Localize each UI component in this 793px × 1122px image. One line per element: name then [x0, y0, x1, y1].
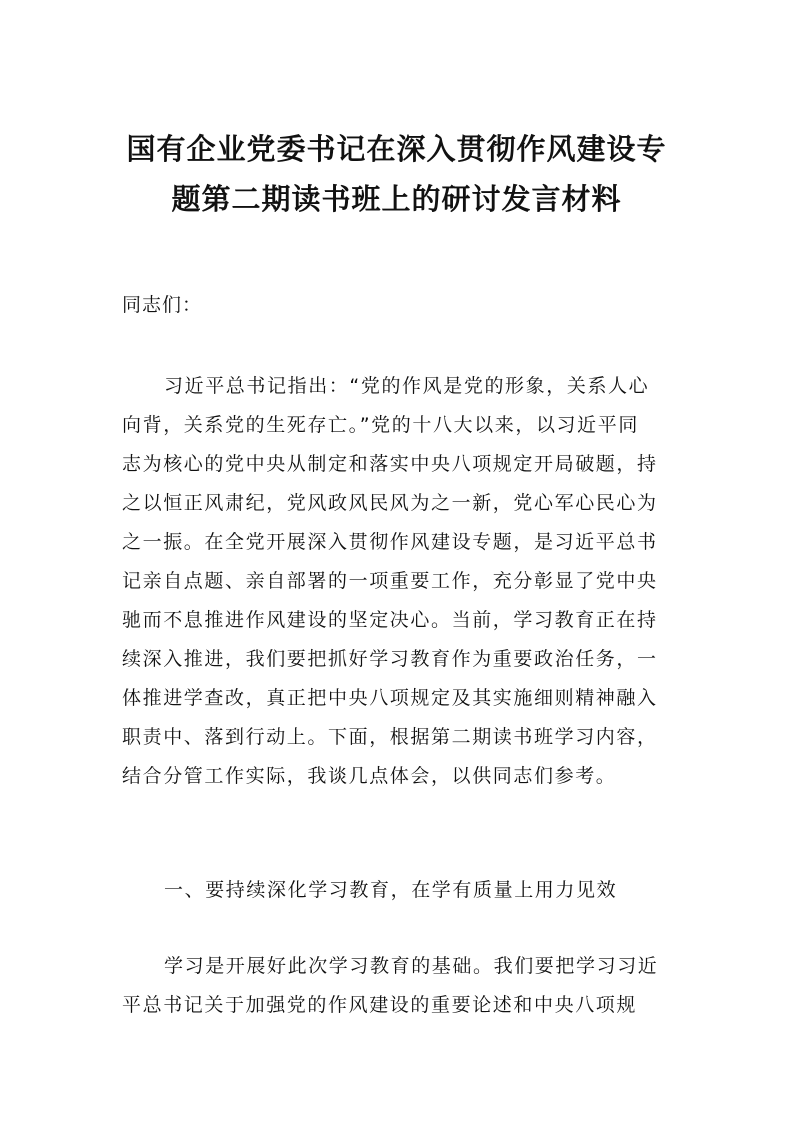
- paragraph-line: 之一振。在全党开展深入贯彻作风建设专题，是习近平总书: [122, 531, 658, 553]
- title-line: 国有企业党委书记在深入贯彻作风建设专: [126, 132, 667, 166]
- section-heading: [122, 871, 682, 910]
- title-line: 题第二期读书班上的研讨发言材料: [171, 182, 622, 216]
- paragraph-intro: [122, 367, 682, 796]
- paragraph-study: [122, 947, 682, 1025]
- paragraph-line: 记亲自点题、亲自部署的一项重要工作，充分彰显了党中央: [122, 570, 658, 592]
- paragraph-line: 学习是开展好此次学习教育的基础。我们要把学习习近: [164, 955, 659, 977]
- paragraph-line: 体推进学查改，真正把中央八项规定及其实施细则精神融入: [122, 687, 658, 709]
- salutation: 同志们：: [122, 294, 203, 316]
- paragraph-line: 平总书记关于加强党的作风建设的重要论述和中央八项规: [122, 994, 638, 1016]
- paragraph-line: 续深入推进，我们要把抓好学习教育作为重要政治任务，一: [122, 648, 658, 670]
- document-title: [100, 124, 693, 224]
- paragraph-line: 志为核心的党中央从制定和落实中央八项规定开局破题，持: [122, 453, 658, 475]
- paragraph-line: 驰而不息推进作风建设的坚定决心。当前，学习教育正在持: [122, 609, 658, 631]
- paragraph-line: 结合分管工作实际，我谈几点体会，以供同志们参考。: [122, 765, 617, 787]
- paragraph-line: 习近平总书记指出：“党的作风是党的形象，关系人心: [164, 375, 650, 397]
- paragraph-line: 职责中、落到行动上。下面，根据第二期读书班学习内容，: [122, 726, 658, 748]
- heading-line: 一、要持续深化学习教育，在学有质量上用力见效: [164, 879, 618, 901]
- paragraph-line: 之以恒正风肃纪，党风政风民风为之一新，党心军心民心为: [122, 492, 658, 514]
- paragraph-line: 向背，关系党的生死存亡。”党的十八大以来，以习近平同: [122, 414, 639, 436]
